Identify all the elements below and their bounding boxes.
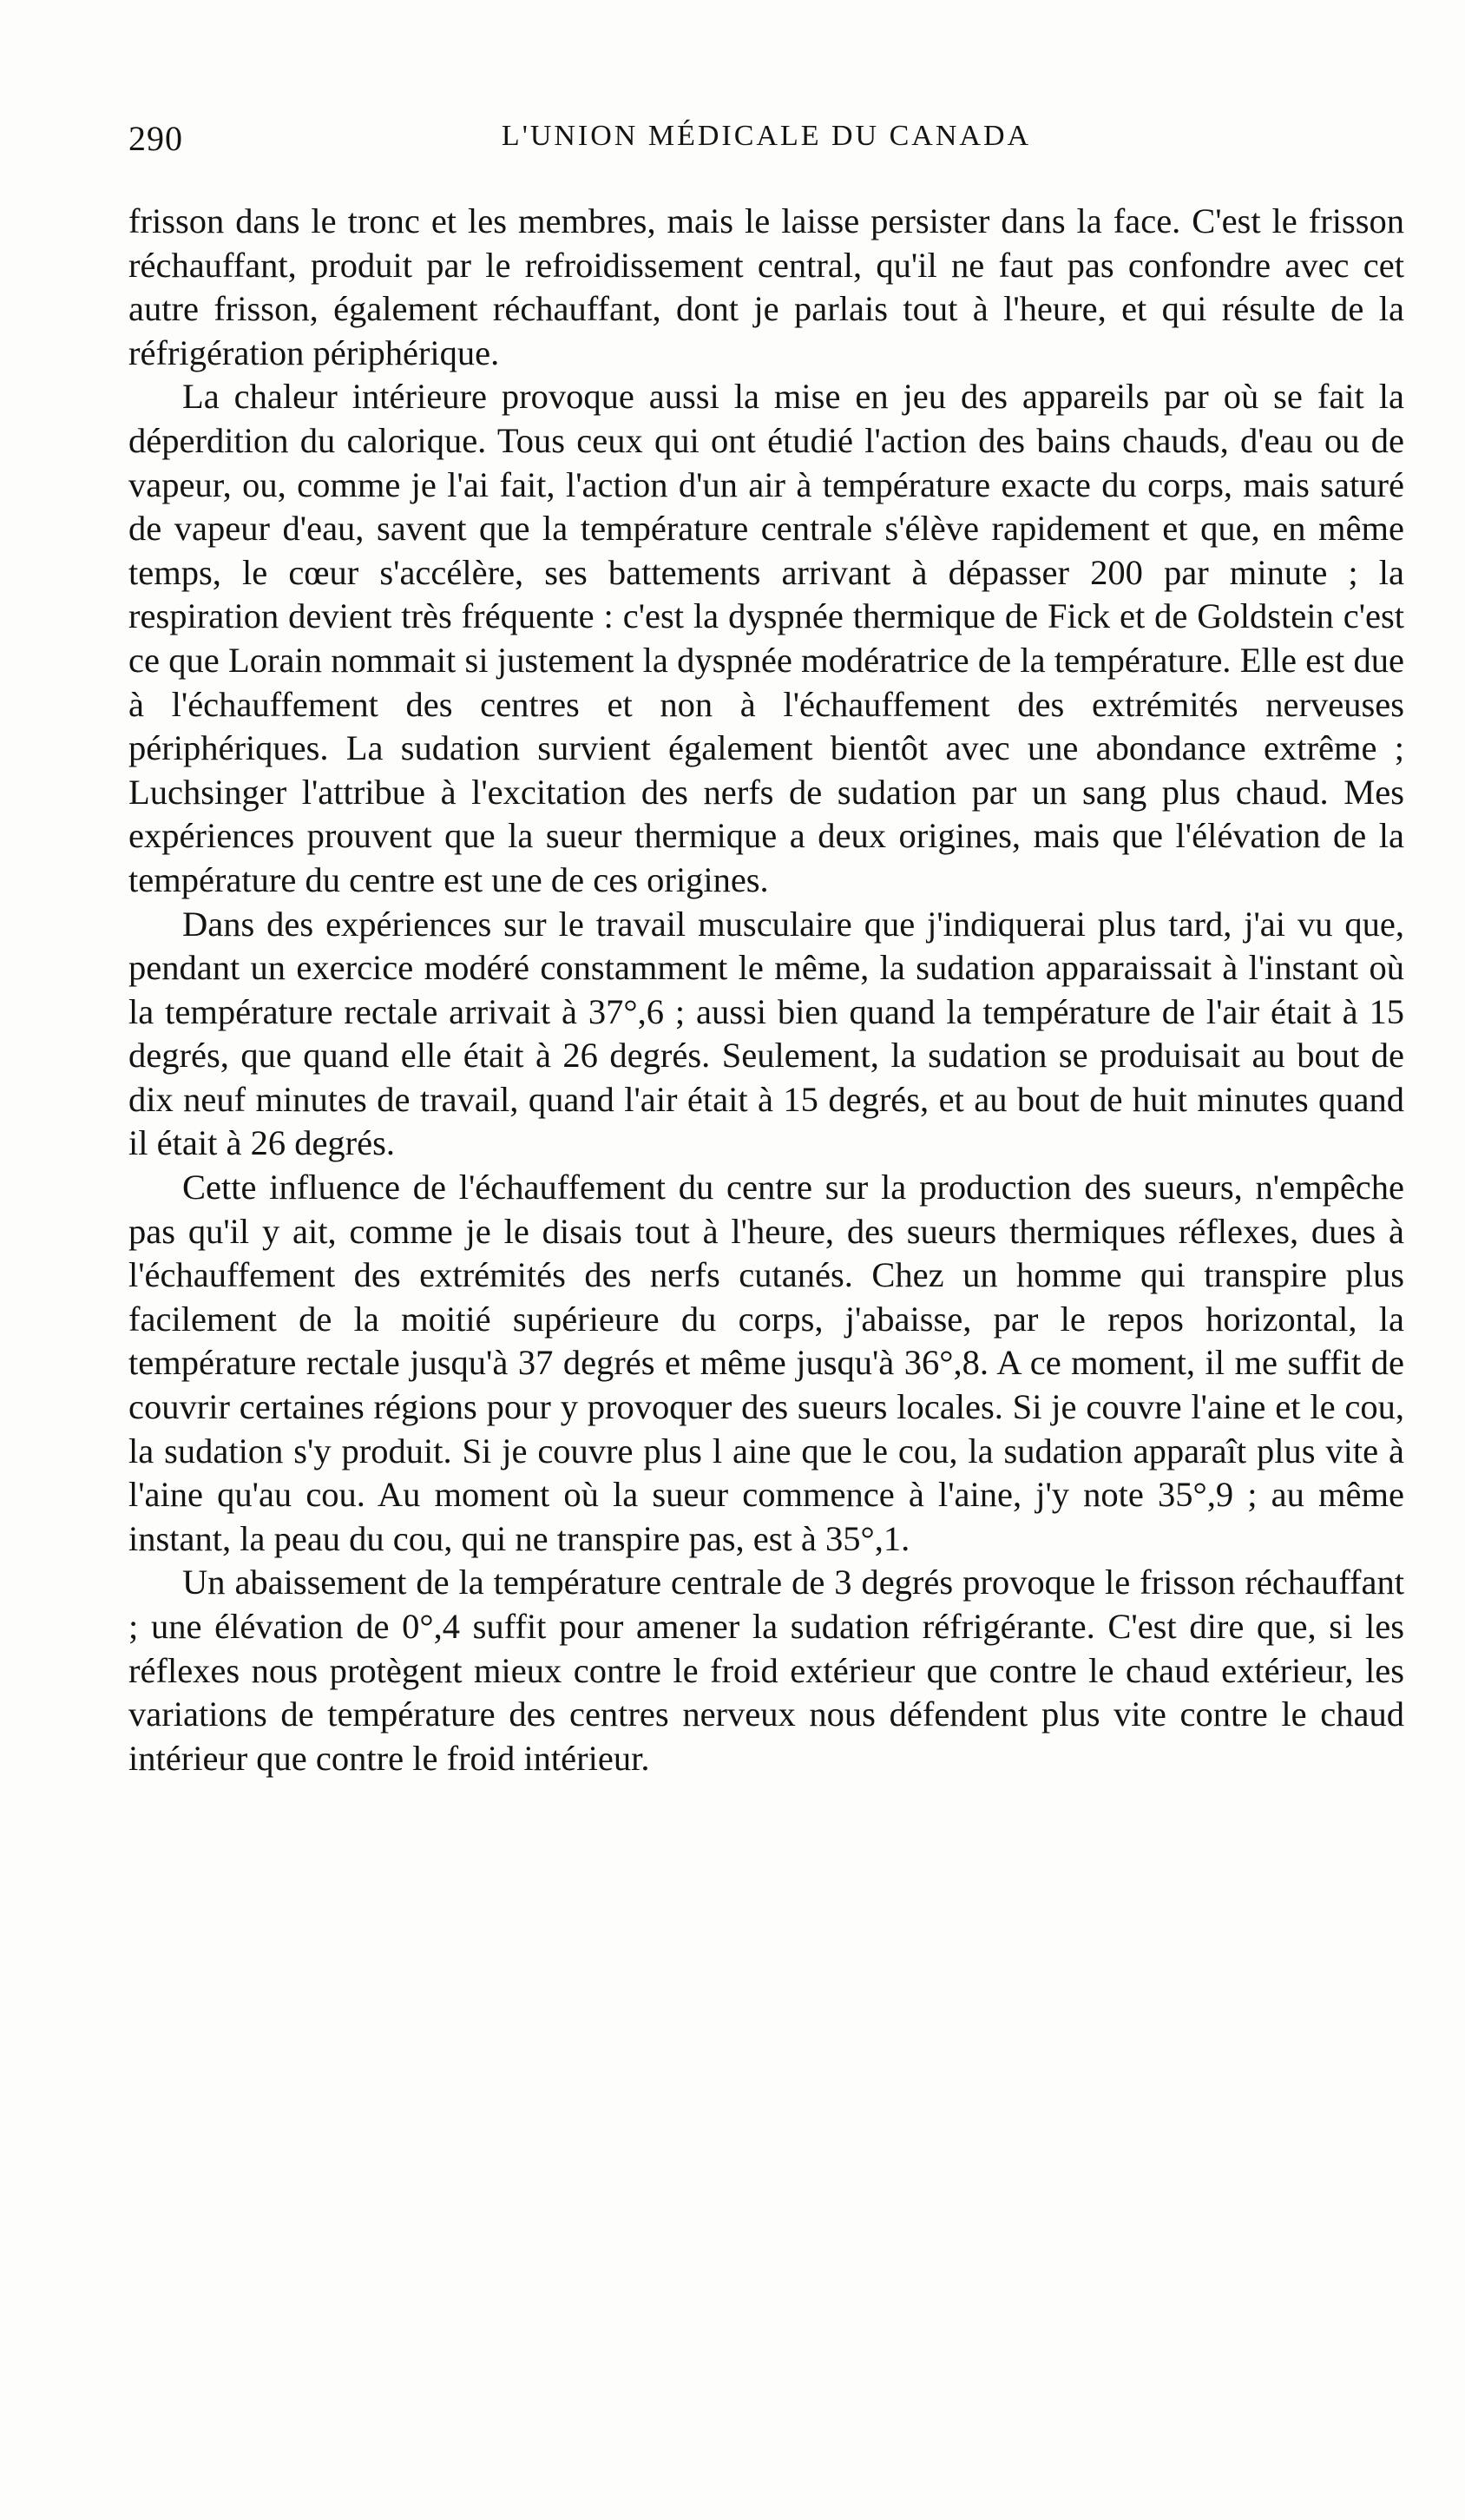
paragraph-continued: frisson dans le tronc et les membres, mais le laisse persister dans la face. C'est le frisson réchauffant, produit par le refroidissement central, qu'il ne faut pas confondre avec cet autre frisson, également réchauffant, dont je parlais tout à l'heure, et qui résulte de la réfrigération périphérique.: [128, 201, 1404, 372]
paragraph: Un abaissement de la température centrale de 3 degrés provoque le frisson réchauffant ; une élévation de 0°,4 suffit pour amener la sudation réfrigérante. C'est dire que, si les réflexes nous protègent mieux contre le froid extérieur que contre le chaud extérieur, les variations de température des centres nerveux nous défendent plus vite contre le chaud intérieur que contre le froid intérieur.: [128, 1563, 1404, 1778]
page-header: [128, 118, 1404, 170]
body-text: [128, 200, 1404, 1780]
running-head: L'UNION MÉDICALE DU CANADA: [501, 120, 1032, 152]
page-number: 290: [128, 119, 183, 158]
paragraph: Cette influence de l'échauffement du centre sur la production des sueurs, n'empêche pas qu'il y ait, comme je le disais tout à l'heure, des sueurs thermiques réflexes, dues à l'échauffement des extrémités des nerfs cutanés. Chez un homme qui transpire plus facilement de la moitié supérieure du corps, j'abaisse, par le repos horizontal, la température rectale jusqu'à 37 degrés et même jusqu'à 36°,8. A ce moment, il me suffit de couvrir certaines régions pour y provoquer des sueurs locales. Si je couvre l'aine et le cou, la sudation s'y produit. Si je couvre plus l aine que le cou, la sudation apparaît plus vite à l'aine qu'au cou. Au moment où la sueur commence à l'aine, j'y note 35°,9 ; au même instant, la peau du cou, qui ne transpire pas, est à 35°,1.: [128, 1168, 1404, 1558]
paragraph: Dans des expériences sur le travail musculaire que j'indiquerai plus tard, j'ai vu que, pendant un exercice modéré constamment le même, la sudation apparaissait à l'instant où la température rectale arrivait à 37°,6 ; aussi bien quand la température de l'air était à 15 degrés, que quand elle était à 26 degrés. Seulement, la sudation se produisait au bout de dix neuf minutes de travail, quand l'air était à 15 degrés, et au bout de huit minutes quand il était à 26 degrés.: [128, 904, 1404, 1163]
paragraph: La chaleur intérieure provoque aussi la mise en jeu des appareils par où se fait la déperdition du calorique. Tous ceux qui ont étudié l'action des bains chauds, d'eau ou de vapeur, ou, comme je l'ai fait, l'action d'un air à température exacte du corps, mais saturé de vapeur d'eau, savent que la température centrale s'élève rapidement et que, en même temps, le cœur s'accélère, ses battements arrivant à dépasser 200 par minute ; la respiration devient très fréquente : c'est la dyspnée thermique de Fick et de Goldstein c'est ce que Lorain nommait si justement la dyspnée modératrice de la température. Elle est due à l'échauffement des centres et non à l'échauffement des extrémités nerveuses périphériques. La sudation survient également bientôt avec une abondance extrême ; Luchsinger l'attribue à l'excitation des nerfs de sudation par un sang plus chaud. Mes expériences prouvent que la sueur thermique a deux origines, mais que l'élévation de la température du centre est une de ces origines.: [128, 377, 1404, 899]
